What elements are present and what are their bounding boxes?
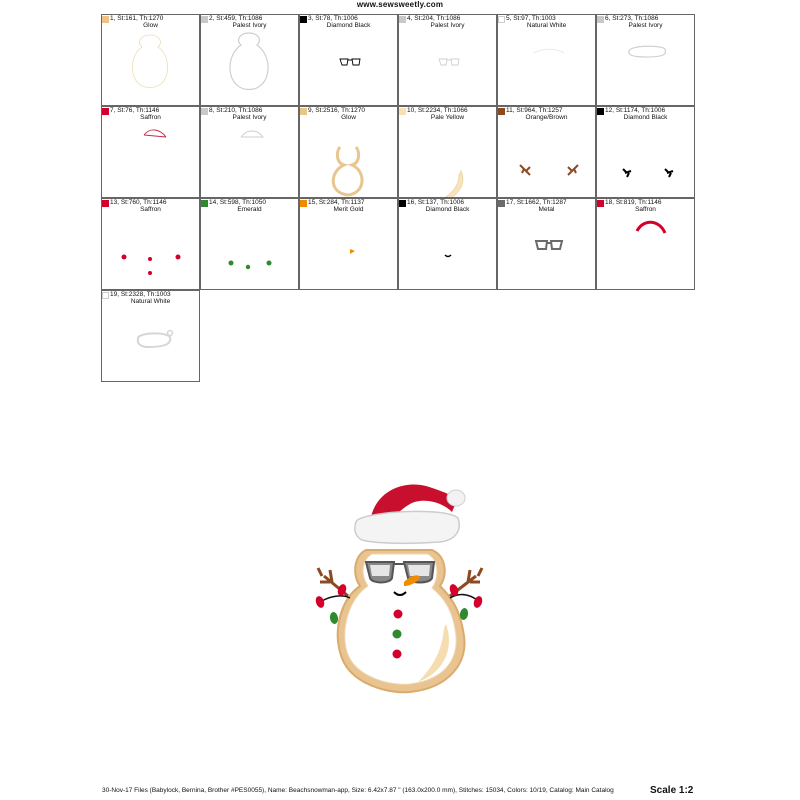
light-bulb <box>314 595 326 609</box>
thread-name: Saffron <box>140 206 161 213</box>
stop-preview <box>498 199 596 290</box>
stop-label: 1, St:161, Th:1270 <box>110 15 164 22</box>
thread-name: Saffron <box>140 114 161 121</box>
color-stop-cell[interactable] <box>200 106 299 198</box>
design-info-footer: 30-Nov-17 Files (Babylock, Bernina, Brother #PES0055), Name: Beachsnowman-app, Size: 6.42x7.87 " (163.0x200.0 mm), Stitches: 15034, Colors: 10/19, Catalog: Main Catalog <box>102 787 614 794</box>
color-stop-cell[interactable] <box>497 198 596 290</box>
stop-preview <box>300 107 398 198</box>
thread-name: Pale Yellow <box>430 114 465 121</box>
stop-preview <box>399 199 497 290</box>
button <box>393 650 402 659</box>
stop-label: 6, St:273, Th:1086 <box>605 15 659 22</box>
stop-preview <box>102 291 200 382</box>
stop-label: 12, St:1174, Th:1006 <box>605 107 666 114</box>
stop-preview <box>597 199 695 290</box>
color-stop-cell[interactable] <box>101 198 200 290</box>
thread-name: Glow <box>341 114 356 121</box>
thread-name: Natural White <box>526 22 567 29</box>
stop-label: 10, St:2234, Th:1066 <box>407 107 468 114</box>
thread-name: Palest Ivory <box>628 22 663 29</box>
stop-label: 18, St:819, Th:1146 <box>605 199 662 206</box>
stop-preview <box>102 15 200 106</box>
color-stop-cell[interactable] <box>398 14 497 106</box>
thread-name: Palest Ivory <box>430 22 465 29</box>
stop-preview <box>399 107 497 198</box>
button <box>394 610 403 619</box>
stop-preview <box>102 199 200 290</box>
thread-name: Palest Ivory <box>232 22 267 29</box>
thread-name: Merit Gold <box>333 206 364 213</box>
light-bulb <box>329 611 339 624</box>
stop-preview <box>102 107 200 198</box>
site-header: www.sewsweetly.com <box>356 0 444 9</box>
scale-label: Scale 1:2 <box>650 785 694 796</box>
color-stop-cell[interactable] <box>497 14 596 106</box>
stop-label: 11, St:964, Th:1257 <box>506 107 563 114</box>
thread-name: Emerald <box>237 206 262 213</box>
stop-label: 16, St:137, Th:1006 <box>407 199 464 206</box>
stop-label: 8, St:210, Th:1086 <box>209 107 263 114</box>
color-stop-cell[interactable] <box>200 14 299 106</box>
thread-name: Metal <box>538 206 555 213</box>
stop-label: 7, St:76, Th:1146 <box>110 107 160 114</box>
color-stop-cell[interactable] <box>497 106 596 198</box>
stop-preview <box>201 199 299 290</box>
stop-preview <box>300 199 398 290</box>
stop-preview <box>300 15 398 106</box>
stop-label: 4, St:204, Th:1086 <box>407 15 461 22</box>
thread-name: Saffron <box>635 206 656 213</box>
stop-label: 2, St:459, Th:1086 <box>209 15 263 22</box>
color-stop-cell[interactable] <box>101 106 200 198</box>
color-stop-cell[interactable] <box>398 106 497 198</box>
stop-preview <box>399 15 497 106</box>
stop-label: 17, St:1662, Th:1287 <box>506 199 567 206</box>
thread-name: Glow <box>143 22 158 29</box>
color-stop-cell[interactable] <box>200 198 299 290</box>
stop-label: 5, St:97, Th:1003 <box>506 15 556 22</box>
thread-name: Orange/Brown <box>525 114 568 121</box>
thread-name: Diamond Black <box>326 22 371 29</box>
color-stop-cell[interactable] <box>101 290 200 382</box>
color-stop-cell[interactable] <box>596 198 695 290</box>
color-stop-cell[interactable] <box>299 106 398 198</box>
thread-name: Palest Ivory <box>232 114 267 121</box>
thread-name: Diamond Black <box>623 114 668 121</box>
color-stop-cell[interactable] <box>596 106 695 198</box>
design-preview <box>300 478 500 700</box>
hat-pompom <box>447 490 465 506</box>
stop-preview <box>201 15 299 106</box>
stop-preview <box>597 15 695 106</box>
color-stop-cell[interactable] <box>299 198 398 290</box>
color-stop-cell[interactable] <box>101 14 200 106</box>
thread-name: Natural White <box>130 298 171 305</box>
stop-label: 9, St:2516, Th:1270 <box>308 107 365 114</box>
stop-label: 15, St:284, Th:1137 <box>308 199 365 206</box>
color-stop-cell[interactable] <box>596 14 695 106</box>
hat-brim <box>355 511 459 543</box>
stop-preview <box>498 15 596 106</box>
stop-label: 19, St:2328, Th:1003 <box>110 291 171 298</box>
stop-label: 3, St:78, Th:1006 <box>308 15 358 22</box>
stop-preview <box>201 107 299 198</box>
stop-label: 13, St:760, Th:1146 <box>110 199 167 206</box>
button <box>393 630 402 639</box>
stop-label: 14, St:598, Th:1050 <box>209 199 266 206</box>
color-stop-cell[interactable] <box>398 198 497 290</box>
stop-preview <box>597 107 695 198</box>
thread-name: Diamond Black <box>425 206 470 213</box>
color-stop-cell[interactable] <box>299 14 398 106</box>
stop-preview <box>498 107 596 198</box>
